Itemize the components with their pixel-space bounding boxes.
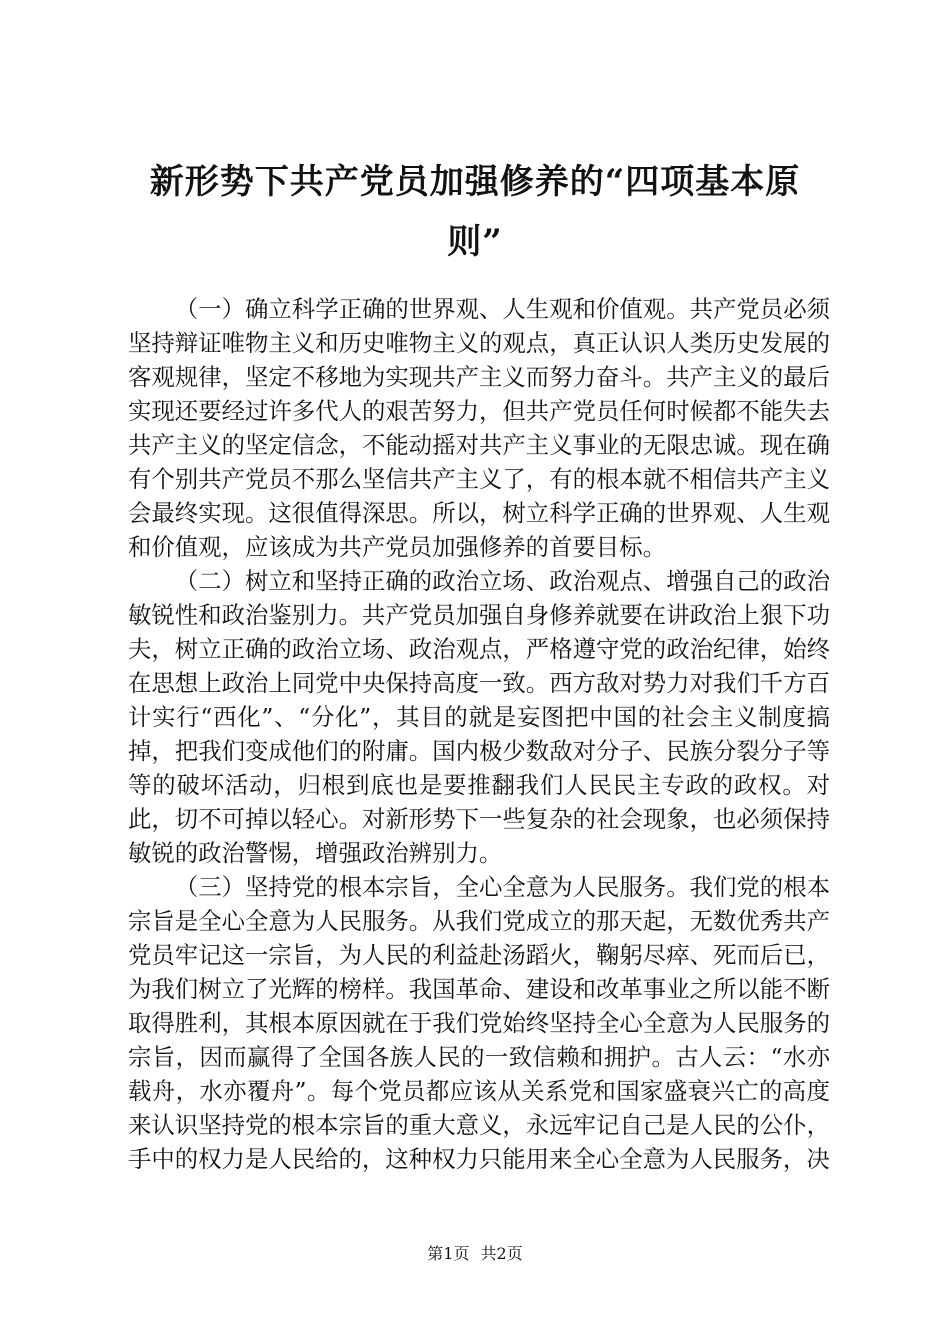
page-footer (0, 1244, 950, 1264)
page-number: 第1页 (427, 1244, 470, 1263)
document-title: 新形势下共产党员加强修养的“四项基本原则” (149, 162, 801, 262)
paragraph-2: （二）树立和坚持正确的政治立场、政治观点、增强自己的政治敏锐性和政治鉴别力。共产党员加强自身修养就要在讲政治上狠下功夫，树立正确的政治立场、政治观点，严格遵守党的政治纪律，始终在思想上政治上同党中央保持高度一致。西方敌对势力对我们千方百计实行“西化”、“分化”，其目的就是妄图把中国的社会主义制度搞掉，把我们变成他们的附庸。国内极少数敌对分子、民族分裂分子等等的破坏活动，归根到底也是要推翻我们人民民主专政的政权。对此，切不可掉以轻心。对新形势下一些复杂的社会现象，也必须保持敏锐的政治警惕，增强政治辨别力。 (128, 567, 830, 867)
page-total: 共2页 (480, 1244, 523, 1263)
document-body (128, 292, 830, 1176)
paragraph-3: （三）坚持党的根本宗旨，全心全意为人民服务。我们党的根本宗旨是全心全意为人民服务。从我们党成立的那天起，无数优秀共产党员牢记这一宗旨，为人民的利益赴汤蹈火，鞠躬尽瘁、死而后已，为我们树立了光辉的榜样。我国革命、建设和改革事业之所以能不断取得胜利，其根本原因就在于我们党始终坚持全心全意为人民服务的宗旨，因而赢得了全国各族人民的一致信赖和拥护。古人云：“水亦载舟，水亦覆舟”。每个党员都应该从关系党和国家盛衰兴亡的高度来认识坚持党的根本宗旨的重大意义，永远牢记自己是人民的公仆，手中的权力是人民给的，这种权力只能用来全心全意为人民服务，决 (128, 873, 830, 1173)
paragraph-1: （一）确立科学正确的世界观、人生观和价值观。共产党员必须坚持辩证唯物主义和历史唯物主义的观点，真正认识人类历史发展的客观规律，坚定不移地为实现共产主义而努力奋斗。共产主义的最后实现还要经过许多代人的艰苦努力，但共产党员任何时候都不能失去共产主义的坚定信念，不能动摇对共产主义事业的无限忠诚。现在确有个别共产党员不那么坚信共产主义了，有的根本就不相信共产主义会最终实现。这很值得深思。所以，树立科学正确的世界观、人生观和价值观，应该成为共产党员加强修养的首要目标。 (128, 295, 830, 561)
